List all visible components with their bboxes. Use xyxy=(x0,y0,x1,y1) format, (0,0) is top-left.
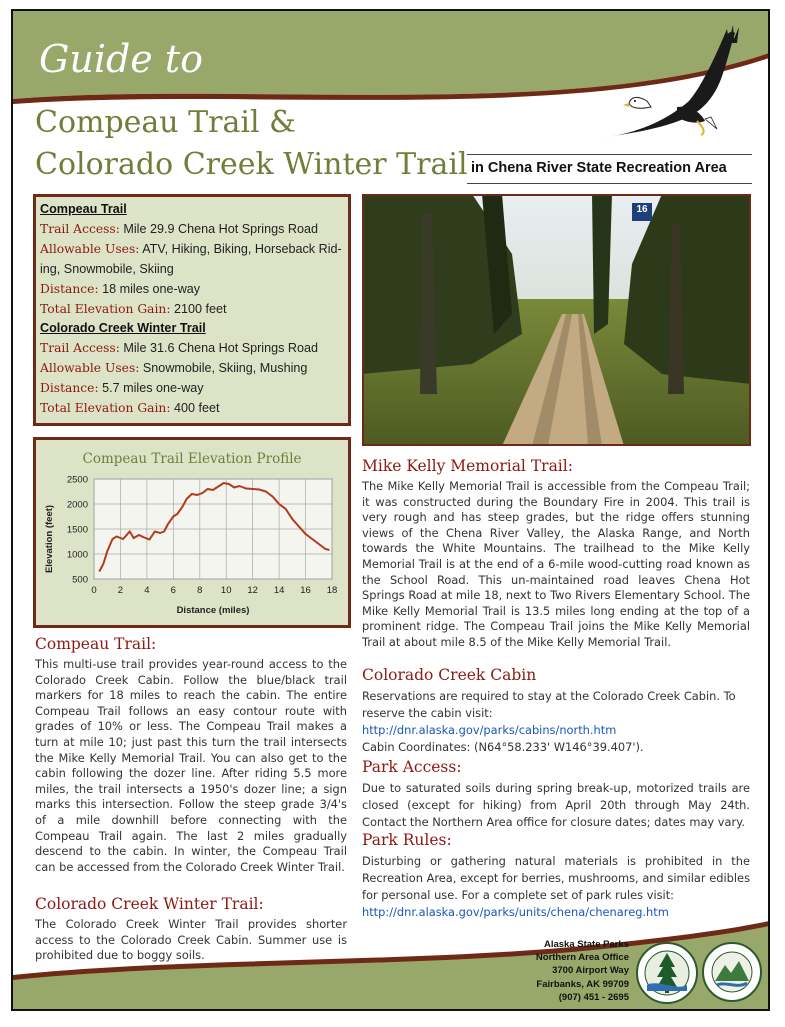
footer-address xyxy=(513,938,629,1004)
elevation-chart xyxy=(36,440,348,625)
colorado-distance-label: Distance: xyxy=(40,381,99,396)
mike-kelly-text: The Mike Kelly Memorial Trail is accessible from the Compeau Trail; it was constructed during the Boundary Fire in 2004. This trail is very rough and has steep grades, but the ridge offers stunning views of the Chena River Valley, the Alaska Range, and North towards the White Mountains. The trailhead to the Mike Kelly Memorial Trail is at the end of a 6-mile wood-cutting road known as the School Road. This un-maintained road leaves Chena Hot Springs Road at mile 18, next to Two Rivers Elementary School. The Mike Kelly Memorial Trail is 13.5 miles long ending at the top of a prominent ridge. The Compeau Trail joins the Mike Kelly Memorial Trail at about mile 8.5 of the Mike Kelly Memorial Trail. xyxy=(362,479,750,649)
cabin-line-2: reserve the cabin visit: xyxy=(362,706,493,720)
cabin-link[interactable]: http://dnr.alaska.gov/parks/cabins/north.htm xyxy=(362,723,617,737)
dnr-seal-icon xyxy=(635,941,699,1005)
park-rules-text: Disturbing or gathering natural materials is prohibited in the Recreation Area, except for berries, mushrooms, and similar edibles for personal use. For a complete set of park rules visit: xyxy=(362,854,750,902)
compeau-body xyxy=(35,657,347,875)
colorado-text: The Colorado Creek Winter Trail provides shorter access to the Colorado Creek Cabin. Summer use is prohibited due to boggy soils. xyxy=(35,917,347,963)
park-access-heading: Park Access: xyxy=(362,758,462,776)
colorado-distance-value: 5.7 miles one-way xyxy=(102,381,204,396)
park-rules-body xyxy=(362,853,750,921)
compeau-facts-heading: Compeau Trail xyxy=(40,202,127,216)
colorado-gain-value: 400 feet xyxy=(174,401,220,416)
cabin-body xyxy=(362,688,736,756)
compeau-heading: Compeau Trail: xyxy=(35,635,157,653)
compeau-uses-value-cont: ing, Snowmobile, Skiing xyxy=(40,261,174,276)
compeau-distance-label: Distance: xyxy=(40,281,99,296)
x-tick-label: 10 xyxy=(220,585,232,596)
compeau-uses-label: Allowable Uses: xyxy=(40,241,140,256)
colorado-access-label: Trail Access: xyxy=(40,341,120,356)
eagle-icon xyxy=(601,21,751,139)
guide-label: Guide to xyxy=(39,37,204,81)
trails-program-seal-icon xyxy=(701,941,763,1003)
compeau-gain-label: Total Elevation Gain: xyxy=(40,301,171,316)
x-tick-label: 16 xyxy=(300,585,311,596)
x-tick-label: 2 xyxy=(117,585,124,596)
compeau-gain-value: 2100 feet xyxy=(174,301,227,316)
x-tick-label: 0 xyxy=(91,585,97,596)
compeau-access-label: Trail Access: xyxy=(40,221,120,236)
title-line-1: Compeau Trail & xyxy=(35,105,296,140)
footer-phone: (907) 451 - 2695 xyxy=(558,991,629,1003)
compeau-uses-value: ATV, Hiking, Biking, Horseback Rid- xyxy=(142,241,342,256)
chart-xlabel: Distance (miles) xyxy=(176,605,250,616)
colorado-uses-value: Snowmobile, Skiing, Mushing xyxy=(142,361,308,376)
x-tick-label: 6 xyxy=(170,585,176,596)
park-access-text: Due to saturated soils during spring break-up, motorized trails are closed (except for hiking) from April 20th through May 24th. Contact the Northern Area office for closure dates; dates may vary. xyxy=(362,781,750,829)
park-access-body xyxy=(362,780,750,831)
footer-office: Northern Area Office xyxy=(535,952,629,964)
colorado-heading: Colorado Creek Winter Trail: xyxy=(35,895,264,913)
footer-org: Alaska State Parks xyxy=(543,939,629,950)
x-tick-label: 8 xyxy=(197,585,203,596)
cabin-line-1: Reservations are required to stay at the Colorado Creek Cabin. To xyxy=(362,689,736,703)
park-rules-heading: Park Rules: xyxy=(362,831,452,849)
trail-facts-box xyxy=(33,194,351,426)
compeau-distance-value: 18 miles one-way xyxy=(102,281,201,296)
trail-photo xyxy=(362,194,751,446)
mike-kelly-heading: Mike Kelly Memorial Trail: xyxy=(362,457,573,475)
compeau-text: This multi-use trail provides year-round access to the Colorado Creek Cabin. Follow the blue/black trail markers for 18 miles to reach the cabin. The entire Compeau Trail follows an easy contour route with grades of 10% or less. The Compeau Trail makes a turn at mile 10; just past this turn the trail intersects the Mike Kelly Memorial Trail. You can also get to the cabin following the dozer line. After riding 5.5 more miles, the trail intersects a 1950's dozer line; a sign marks this intersection. Follow the steep grade 3/4's of a mile downhill before connecting with the Compeau Trail again. The last 2 miles gradually descend to the cabin. In winter, the Compeau Trail can be accessed from the Colorado Creek Winter Trail. xyxy=(35,657,347,874)
title-line-2: Colorado Creek Winter Trail xyxy=(35,147,468,182)
y-tick-label: 2500 xyxy=(66,474,88,486)
mike-kelly-body xyxy=(362,479,750,651)
footer-city: Fairbanks, AK 99709 xyxy=(536,978,629,990)
y-tick-label: 1000 xyxy=(66,549,88,561)
y-tick-label: 2000 xyxy=(66,499,88,511)
subtitle: in Chena River State Recreation Area xyxy=(471,160,727,176)
x-tick-label: 12 xyxy=(247,585,258,596)
footer-street: 3700 Airport Way xyxy=(552,965,629,977)
colorado-facts-heading: Colorado Creek Winter Trail xyxy=(40,321,206,336)
chart-ylabel: Elevation (feet) xyxy=(44,504,55,574)
compeau-access-value: Mile 29.9 Chena Hot Springs Road xyxy=(123,221,319,236)
colorado-gain-label: Total Elevation Gain: xyxy=(40,401,171,416)
brochure-page xyxy=(11,9,770,1011)
x-tick-label: 4 xyxy=(144,585,150,596)
park-rules-link[interactable]: http://dnr.alaska.gov/parks/units/chena/chenareg.htm xyxy=(362,905,669,919)
trail-marker-sign: 16 xyxy=(636,204,648,215)
elevation-chart-box xyxy=(33,437,351,628)
x-tick-label: 14 xyxy=(273,585,285,596)
x-tick-label: 18 xyxy=(326,585,338,596)
colorado-uses-label: Allowable Uses: xyxy=(40,361,140,376)
y-tick-label: 500 xyxy=(72,574,88,586)
colorado-access-value: Mile 31.6 Chena Hot Springs Road xyxy=(123,341,319,356)
chart-title: Compeau Trail Elevation Profile xyxy=(82,451,302,467)
cabin-heading: Colorado Creek Cabin xyxy=(362,666,537,684)
y-tick-label: 1500 xyxy=(66,524,88,536)
cabin-coordinates: Cabin Coordinates: (N64°58.233' W146°39.407'). xyxy=(362,740,644,754)
